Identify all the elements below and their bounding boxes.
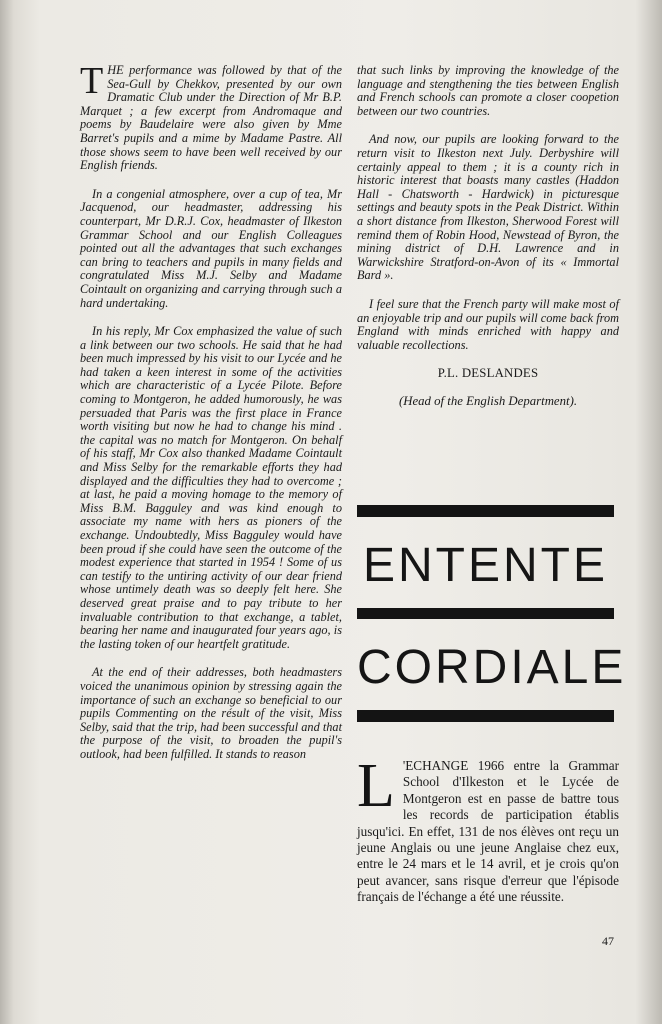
paragraph: that such links by improving the knowledge of the language and stengthening the ties between English and French schools can promote a closer coopetion between our two countries. (357, 63, 619, 118)
title-line-1: ENTENTE (362, 539, 608, 592)
article-text: 'ECHANGE 1966 entre la Grammar School d'Ilkeston et le Lycée de Montgeron est en passe de battre tous les records de participation établis jusqu'ici. En effet, 131 de nos élèves ont reçu un jeune Anglais ou une jeune Anglaise chez eux, entre le 24 mars et le 14 avril, et je crois qu'on peut avancer, sans risque d'erreur que l'épisode français de l'échange a été une réussite. (357, 758, 619, 905)
right-column (357, 64, 619, 408)
author-signature: P.L. DESLANDES (437, 366, 539, 381)
drop-cap: L (357, 752, 395, 820)
drop-cap: T (80, 60, 104, 102)
paragraph: In a congenial atmosphere, over a cup of tea, Mr Jacquenod, our headmaster, addressing his counterpart, Mr D.R.J. Cox, headmaster of Ilkeston Grammar School and our English Colleagues pointed out all the advantages that such exchanges can bring to teachers and pupils in many fields and congratulated Miss M.J. Selby and Madame Cointault on organizing and carrying through such a hard undertaking. (80, 186, 342, 310)
divider-bar (357, 505, 614, 517)
page-number: 47 (602, 934, 614, 948)
divider-bar (357, 608, 614, 619)
author-role: (Head of the English Department). (398, 393, 578, 408)
paragraph: At the end of their addresses, both headmasters voiced the unanimous opinion by stressing again the importance of such an exchange so beneficial to our pupils Commenting on the résult of the visit, Miss Selby, said that the trip, had been successful and that the purpose of the visit, to broaden the pupil's outlook, had been fulfilled. It stands to reason (80, 665, 342, 761)
paragraph: THE performance was followed by that of the Sea-Gull by Chekkov, presented by our own Dramatic Club under the Direction of Mr B.P. Marquet ; a few excerpt from Andromaque and poems by Baudelaire were also given by Mme Barret's pupils and a mime by Madame Pastre. All those shows seem to have been well received by our English friends. (80, 60, 342, 173)
left-column (80, 60, 342, 777)
french-article (357, 752, 619, 906)
divider-bar (357, 710, 614, 722)
title-line-2: CORDIALE (357, 641, 627, 694)
paragraph: And now, our pupils are looking forward to the return visit to Ilkeston next July. Derbyshire will certainly appeal to them ; it is a county rich in historic interest that boasts many castles (Haddon Hall - Chatsworth - Hardwick) in picturesque settings and beauty spots in the Peak District. Within a short distance from Ilkeston, Sherwood Forest will remind them of Robin Hood, Newstead of Byron, the mining district of D.H. Lawrence and in Warwickshire Stratford-on-Avon of its « Immortal Bard ». (357, 132, 619, 283)
paragraph: I feel sure that the French party will make most of an enjoyable trip and our pupils will come back from England with minds enriched with happy and valuable recollections. (357, 296, 619, 352)
paragraph: In his reply, Mr Cox emphasized the value of such a link between our two schools. He said that he had been much impressed by his visit to our Lycée and he had taken a keen interest in some of the activities which are characteristic of a Lycée Pilote. Before coming to Montgeron, he added humorously, he was persuaded that Paris was the first place in France worth visiting but now he had to change his mind . the capital was no match for Montgeron. On behalf of his staff, Mr Cox also thanked Madame Cointault and Miss Selby for the remarkable efforts they had displayed and the difficulties they had to overcome ; at last, he paid a moving homage to the memory of Miss B.M. Bagguley and was kind enough to associate my name with hers as pioners of the exchange. Undoubtedly, Miss Bagguley would have been proud if she could have seen the outcome of the modest experience that started in 1954 ! Some of us can testify to the untiring activity of our dear friend whose untimely death was so deeply felt here. She deserved great praise and to pay tribute to her invaluable contribution to that exchange, a tablet, bearing her name and inaugurated four years ago, is the lasting token of our heartfelt gratitude. (80, 324, 342, 651)
